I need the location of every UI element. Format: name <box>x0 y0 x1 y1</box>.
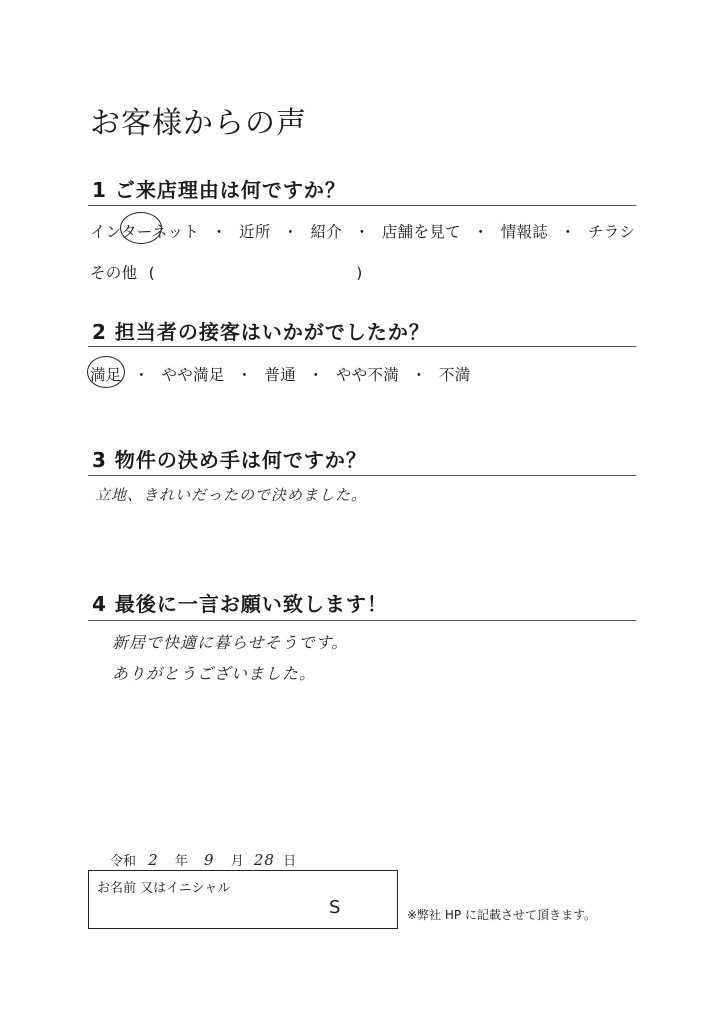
question-3-divider <box>88 475 636 476</box>
question-2-heading: 2 担当者の接客はいかがでしたか？ <box>92 320 430 344</box>
option-label: インターネット <box>90 223 200 241</box>
question-3-answer: 立地、きれいだったので決めました。 <box>95 486 368 504</box>
selection-circle <box>120 212 162 244</box>
date-line <box>110 850 296 869</box>
question-2-options <box>90 363 470 385</box>
option-somewhat-unsatisfied[interactable]: やや不満 <box>335 366 400 384</box>
question-3-heading: 3 物件の決め手は何ですか？ <box>92 448 367 472</box>
option-flyer[interactable]: チラシ <box>587 223 636 241</box>
publication-note: ※弊社 HP に記載させて頂きます。 <box>407 908 596 922</box>
separator: ・ <box>411 366 427 384</box>
name-box[interactable] <box>88 870 398 929</box>
other-open-paren: ( <box>148 264 155 282</box>
date-day-unit: 日 <box>283 854 297 869</box>
option-satisfied[interactable] <box>90 363 122 385</box>
question-1-options <box>90 220 635 242</box>
separator: ・ <box>308 366 324 384</box>
other-label: その他 <box>90 264 138 282</box>
separator: ・ <box>354 223 370 241</box>
option-shokai[interactable]: 紹介 <box>310 223 343 241</box>
date-year: 2 <box>148 851 159 869</box>
question-1-other <box>90 261 363 283</box>
option-kinjo[interactable]: 近所 <box>239 223 271 241</box>
option-unsatisfied[interactable]: 不満 <box>438 366 471 384</box>
option-normal[interactable]: 普通 <box>264 366 297 384</box>
option-label: 満足 <box>90 366 122 384</box>
date-month: 9 <box>204 851 215 869</box>
separator: ・ <box>472 223 489 241</box>
question-4-answer-line-1: 新居で快適に暮らせそうです。 <box>112 633 349 652</box>
option-internet[interactable] <box>90 220 199 242</box>
question-1-heading: 1 ご来店理由は何ですか？ <box>92 178 346 202</box>
question-4-heading: 4 最後に一言お願い致します！ <box>92 592 388 616</box>
separator: ・ <box>236 366 253 384</box>
date-month-unit: 月 <box>230 854 244 869</box>
other-close-paren: ) <box>356 264 363 282</box>
separator: ・ <box>211 223 228 241</box>
question-4-divider <box>88 620 636 621</box>
question-2-divider <box>88 346 636 347</box>
date-day: 28 <box>253 851 275 869</box>
question-4-answer-line-2: ありがとうございました。 <box>112 664 317 683</box>
option-somewhat-satisfied[interactable]: やや満足 <box>161 366 225 384</box>
separator: ・ <box>133 366 150 384</box>
name-value: S <box>329 897 341 918</box>
date-era: 令和 <box>110 854 137 869</box>
question-1-divider <box>88 205 636 206</box>
option-store[interactable]: 店舗を見て <box>381 223 461 241</box>
date-year-unit: 年 <box>174 854 188 869</box>
selection-circle <box>87 356 125 388</box>
name-box-label: お名前 又はイニシャル <box>97 881 231 896</box>
option-magazine[interactable]: 情報誌 <box>500 223 549 241</box>
page-title: お客様からの声 <box>90 106 307 141</box>
separator: ・ <box>560 223 576 241</box>
separator: ・ <box>282 223 299 241</box>
